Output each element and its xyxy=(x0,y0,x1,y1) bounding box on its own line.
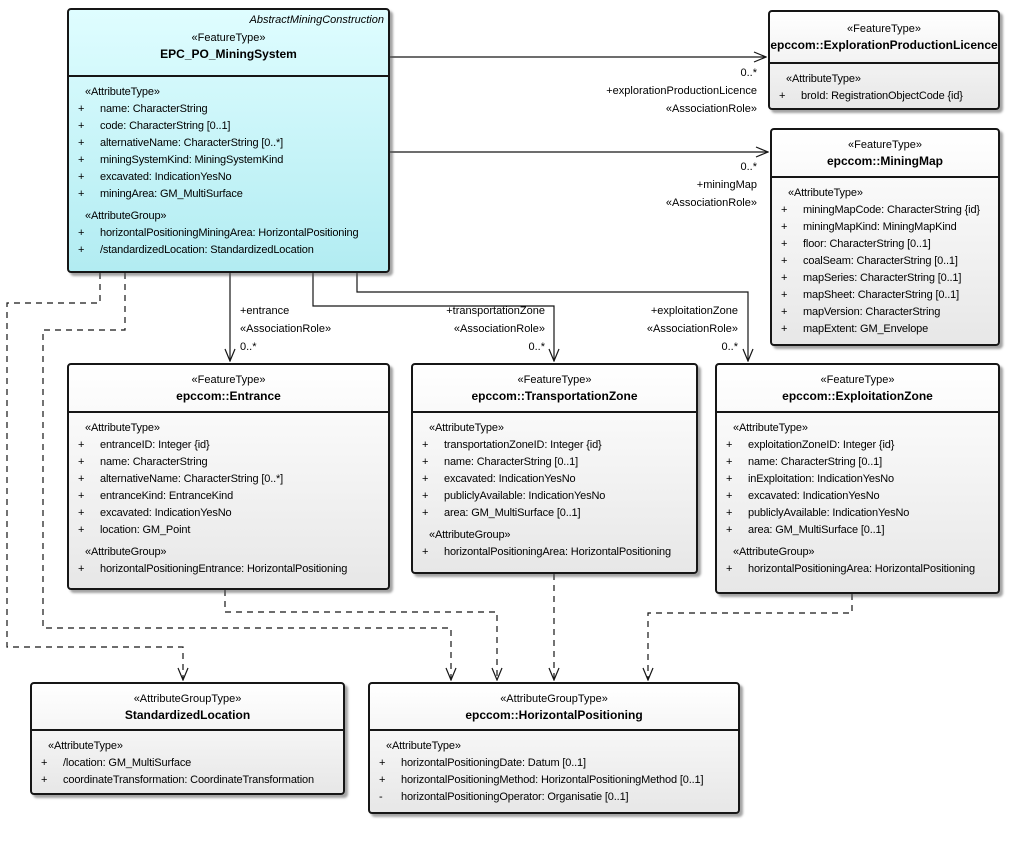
attribute-row xyxy=(77,488,386,505)
attribute-section-heading: «AttributeType» xyxy=(48,740,123,752)
attribute-row xyxy=(780,219,996,236)
attribute-row xyxy=(725,471,996,488)
attribute-row xyxy=(378,772,736,789)
attribute-text: floor: CharacterString [0..1] xyxy=(803,238,931,250)
class-stereotype: «AttributeGroupType» xyxy=(133,692,242,705)
attribute-text: name: CharacterString [0..1] xyxy=(748,456,882,468)
multiplicity: 0..* xyxy=(240,341,257,353)
attributes-compartment xyxy=(370,731,738,806)
visibility-marker: + xyxy=(422,490,429,502)
class-header xyxy=(69,365,388,413)
visibility-marker: + xyxy=(78,563,85,575)
visibility-marker: + xyxy=(422,439,429,451)
multiplicity: 0..* xyxy=(740,67,757,79)
attribute-text: mapVersion: CharacterString xyxy=(803,306,941,318)
class-name: epccom::ExploitationZone xyxy=(782,389,933,403)
role-name: +entrance xyxy=(240,305,290,317)
attribute-row xyxy=(77,471,386,488)
attribute-text: name: CharacterString xyxy=(100,456,208,468)
parent-type-label: AbstractMiningConstruction xyxy=(249,14,384,26)
visibility-marker: + xyxy=(781,306,788,318)
attribute-text: miningMapKind: MiningMapKind xyxy=(803,221,957,233)
attribute-row xyxy=(421,437,694,454)
class-entrance[interactable] xyxy=(67,363,390,590)
dependency-entrance-to-horizontal-positioning xyxy=(225,590,497,680)
visibility-marker: + xyxy=(78,473,85,485)
attribute-text: broId: RegistrationObjectCode {id} xyxy=(801,90,963,102)
attribute-text: exploitationZoneID: Integer {id} xyxy=(748,439,895,451)
attribute-section-heading: «AttributeType» xyxy=(85,86,160,98)
attribute-row xyxy=(778,88,996,105)
attribute-text: entranceKind: EntranceKind xyxy=(100,490,234,502)
class-name: epccom::MiningMap xyxy=(827,154,943,168)
attribute-text: mapSheet: CharacterString [0..1] xyxy=(803,289,960,301)
visibility-marker: + xyxy=(78,227,85,239)
association-label-entrance xyxy=(240,302,331,356)
attribute-row xyxy=(77,437,386,454)
attribute-row xyxy=(725,561,996,578)
attribute-row xyxy=(77,186,386,203)
visibility-marker: + xyxy=(78,188,85,200)
role-name: +transportationZone xyxy=(446,305,545,317)
visibility-marker: + xyxy=(379,774,386,786)
attribute-row xyxy=(77,242,386,259)
attribute-text: publiclyAvailable: IndicationYesNo xyxy=(444,490,606,502)
attribute-row xyxy=(378,755,736,772)
attribute-text: entranceID: Integer {id} xyxy=(100,439,210,451)
association-label-exploitation-zone xyxy=(647,302,738,356)
attribute-text: miningMapCode: CharacterString {id} xyxy=(803,204,980,216)
class-name: epccom::HorizontalPositioning xyxy=(465,707,643,722)
class-header xyxy=(717,365,998,413)
attribute-text: excavated: IndicationYesNo xyxy=(100,507,232,519)
attribute-row xyxy=(780,304,996,321)
visibility-marker: + xyxy=(422,456,429,468)
visibility-marker: + xyxy=(78,439,85,451)
class-stereotype: «AttributeGroupType» xyxy=(500,692,608,705)
class-header xyxy=(32,684,343,731)
attribute-row xyxy=(421,505,694,522)
association-stereotype: «AssociationRole» xyxy=(665,197,757,209)
visibility-marker: + xyxy=(726,563,733,575)
attribute-section-heading: «AttributeGroup» xyxy=(85,210,167,222)
visibility-marker: + xyxy=(41,757,48,769)
attribute-text: horizontalPositioningEntrance: HorizontalPositioning xyxy=(100,563,348,575)
attribute-row xyxy=(780,321,996,338)
class-name: epccom::ExplorationProductionLicence xyxy=(770,38,998,52)
visibility-marker: + xyxy=(781,272,788,284)
attributes-compartment xyxy=(717,413,998,578)
attribute-row xyxy=(77,454,386,471)
attribute-row xyxy=(780,287,996,304)
visibility-marker: + xyxy=(422,473,429,485)
visibility-marker: - xyxy=(379,791,383,803)
class-epc-po-mining-system[interactable] xyxy=(67,8,390,273)
class-mining-map[interactable] xyxy=(770,128,1000,346)
attribute-text: transportationZoneID: Integer {id} xyxy=(444,439,602,451)
attribute-row xyxy=(77,118,386,135)
visibility-marker: + xyxy=(78,120,85,132)
visibility-marker: + xyxy=(78,171,85,183)
attribute-text: area: GM_MultiSurface [0..1] xyxy=(748,524,885,536)
visibility-marker: + xyxy=(726,473,733,485)
association-label-exploration-production-licence xyxy=(606,64,757,118)
visibility-marker: + xyxy=(781,204,788,216)
attribute-text: inExploitation: IndicationYesNo xyxy=(748,473,894,485)
association-stereotype: «AssociationRole» xyxy=(453,323,545,335)
attribute-row xyxy=(77,101,386,118)
visibility-marker: + xyxy=(781,289,788,301)
attribute-text: mapExtent: GM_Envelope xyxy=(803,323,929,335)
visibility-marker: + xyxy=(726,439,733,451)
class-stereotype: «FeatureType» xyxy=(847,23,921,35)
attribute-row xyxy=(725,437,996,454)
multiplicity: 0..* xyxy=(740,161,757,173)
attribute-row xyxy=(725,505,996,522)
attribute-row xyxy=(77,225,386,242)
attribute-section-heading: «AttributeType» xyxy=(786,73,861,85)
attribute-text: name: CharacterString xyxy=(100,103,208,115)
attribute-row xyxy=(421,544,694,561)
association-stereotype: «AssociationRole» xyxy=(646,323,738,335)
attributes-compartment xyxy=(69,77,388,259)
role-name: +exploitationZone xyxy=(650,305,738,317)
class-header xyxy=(413,365,696,413)
attribute-text: area: GM_MultiSurface [0..1] xyxy=(444,507,581,519)
class-stereotype: «FeatureType» xyxy=(820,374,895,386)
visibility-marker: + xyxy=(78,490,85,502)
class-stereotype: «FeatureType» xyxy=(191,32,266,44)
attribute-section-heading: «AttributeGroup» xyxy=(85,546,167,558)
class-exploitation-zone[interactable] xyxy=(715,363,1000,594)
visibility-marker: + xyxy=(41,774,48,786)
visibility-marker: + xyxy=(78,507,85,519)
role-name: +explorationProductionLicence xyxy=(606,85,757,97)
attribute-text: code: CharacterString [0..1] xyxy=(100,120,231,132)
attribute-row xyxy=(40,772,341,789)
visibility-marker: + xyxy=(781,323,788,335)
visibility-marker: + xyxy=(726,524,733,536)
attribute-text: alternativeName: CharacterString [0..*] xyxy=(100,137,284,149)
class-standardized-location[interactable] xyxy=(30,682,345,795)
attributes-compartment xyxy=(32,731,343,789)
role-name: +miningMap xyxy=(696,179,757,191)
attribute-text: publiclyAvailable: IndicationYesNo xyxy=(748,507,910,519)
attribute-text: horizontalPositioningMethod: HorizontalPositioningMethod [0..1] xyxy=(401,774,704,786)
class-stereotype: «FeatureType» xyxy=(517,374,592,386)
visibility-marker: + xyxy=(78,456,85,468)
class-name: epccom::Entrance xyxy=(176,389,281,403)
attribute-text: /location: GM_MultiSurface xyxy=(63,757,192,769)
attributes-compartment xyxy=(770,64,998,105)
attribute-text: alternativeName: CharacterString [0..*] xyxy=(100,473,284,485)
attribute-text: miningSystemKind: MiningSystemKind xyxy=(100,154,284,166)
attribute-text: horizontalPositioningDate: Datum [0..1] xyxy=(401,757,586,769)
visibility-marker: + xyxy=(422,546,429,558)
class-name: EPC_PO_MiningSystem xyxy=(160,47,297,61)
association-label-mining-map xyxy=(666,158,757,212)
attribute-row xyxy=(780,270,996,287)
attribute-text: excavated: IndicationYesNo xyxy=(100,171,232,183)
attribute-section-heading: «AttributeType» xyxy=(85,422,160,434)
visibility-marker: + xyxy=(78,244,85,256)
class-name: StandardizedLocation xyxy=(124,707,251,722)
attribute-text: horizontalPositioningMiningArea: HorizontalPositioning xyxy=(100,227,359,239)
attribute-section-heading: «AttributeType» xyxy=(788,187,863,199)
dependency-exploitation-zone-to-horizontal-positioning xyxy=(648,594,852,680)
attribute-row xyxy=(780,202,996,219)
class-header xyxy=(770,12,998,64)
class-header xyxy=(370,684,738,731)
attribute-section-heading: «AttributeType» xyxy=(733,422,808,434)
visibility-marker: + xyxy=(781,255,788,267)
multiplicity: 0..* xyxy=(721,341,738,353)
attribute-text: name: CharacterString [0..1] xyxy=(444,456,578,468)
attribute-section-heading: «AttributeGroup» xyxy=(429,529,511,541)
attribute-row xyxy=(77,522,386,539)
attribute-section-heading: «AttributeType» xyxy=(386,740,461,752)
visibility-marker: + xyxy=(78,524,85,536)
attribute-row xyxy=(725,522,996,539)
visibility-marker: + xyxy=(78,137,85,149)
attribute-text: coalSeam: CharacterString [0..1] xyxy=(803,255,958,267)
attributes-compartment xyxy=(413,413,696,561)
attribute-section-heading: «AttributeType» xyxy=(429,422,504,434)
visibility-marker: + xyxy=(779,90,786,102)
attribute-row xyxy=(77,561,386,578)
attribute-row xyxy=(77,169,386,186)
attribute-row xyxy=(77,505,386,522)
association-stereotype: «AssociationRole» xyxy=(240,323,332,335)
attribute-text: horizontalPositioningOperator: Organisatie [0..1] xyxy=(401,791,629,803)
visibility-marker: + xyxy=(422,507,429,519)
attribute-text: excavated: IndicationYesNo xyxy=(444,473,576,485)
attribute-text: /standardizedLocation: StandardizedLocation xyxy=(100,244,314,256)
multiplicity: 0..* xyxy=(528,341,545,353)
attribute-row xyxy=(77,152,386,169)
attribute-row xyxy=(725,488,996,505)
attribute-row xyxy=(780,236,996,253)
visibility-marker: + xyxy=(78,103,85,115)
visibility-marker: + xyxy=(379,757,386,769)
visibility-marker: + xyxy=(781,221,788,233)
class-horizontal-positioning[interactable] xyxy=(368,682,740,814)
attribute-text: mapSeries: CharacterString [0..1] xyxy=(803,272,962,284)
class-transportation-zone[interactable] xyxy=(411,363,698,574)
attributes-compartment xyxy=(69,413,388,578)
visibility-marker: + xyxy=(726,490,733,502)
attributes-compartment xyxy=(772,178,998,338)
association-label-transportation-zone xyxy=(446,302,545,356)
attribute-row xyxy=(77,135,386,152)
visibility-marker: + xyxy=(726,507,733,519)
attribute-row xyxy=(378,789,736,806)
attribute-text: excavated: IndicationYesNo xyxy=(748,490,880,502)
attribute-text: horizontalPositioningArea: HorizontalPositioning xyxy=(444,546,671,558)
class-header xyxy=(69,10,388,77)
attribute-section-heading: «AttributeGroup» xyxy=(733,546,815,558)
class-header xyxy=(772,130,998,178)
attribute-row xyxy=(421,488,694,505)
attribute-row xyxy=(421,454,694,471)
attribute-row xyxy=(40,755,341,772)
attribute-text: location: GM_Point xyxy=(100,524,191,536)
attribute-row xyxy=(780,253,996,270)
class-exploration-production-licence[interactable] xyxy=(768,10,1000,110)
class-stereotype: «FeatureType» xyxy=(848,139,922,151)
visibility-marker: + xyxy=(78,154,85,166)
attribute-row xyxy=(421,471,694,488)
class-stereotype: «FeatureType» xyxy=(191,374,266,386)
class-name: epccom::TransportationZone xyxy=(471,389,638,403)
attribute-text: horizontalPositioningArea: HorizontalPositioning xyxy=(748,563,975,575)
association-stereotype: «AssociationRole» xyxy=(665,103,757,115)
visibility-marker: + xyxy=(781,238,788,250)
visibility-marker: + xyxy=(726,456,733,468)
attribute-row xyxy=(725,454,996,471)
attribute-text: miningArea: GM_MultiSurface xyxy=(100,188,243,200)
attribute-text: coordinateTransformation: CoordinateTransformation xyxy=(63,774,314,786)
